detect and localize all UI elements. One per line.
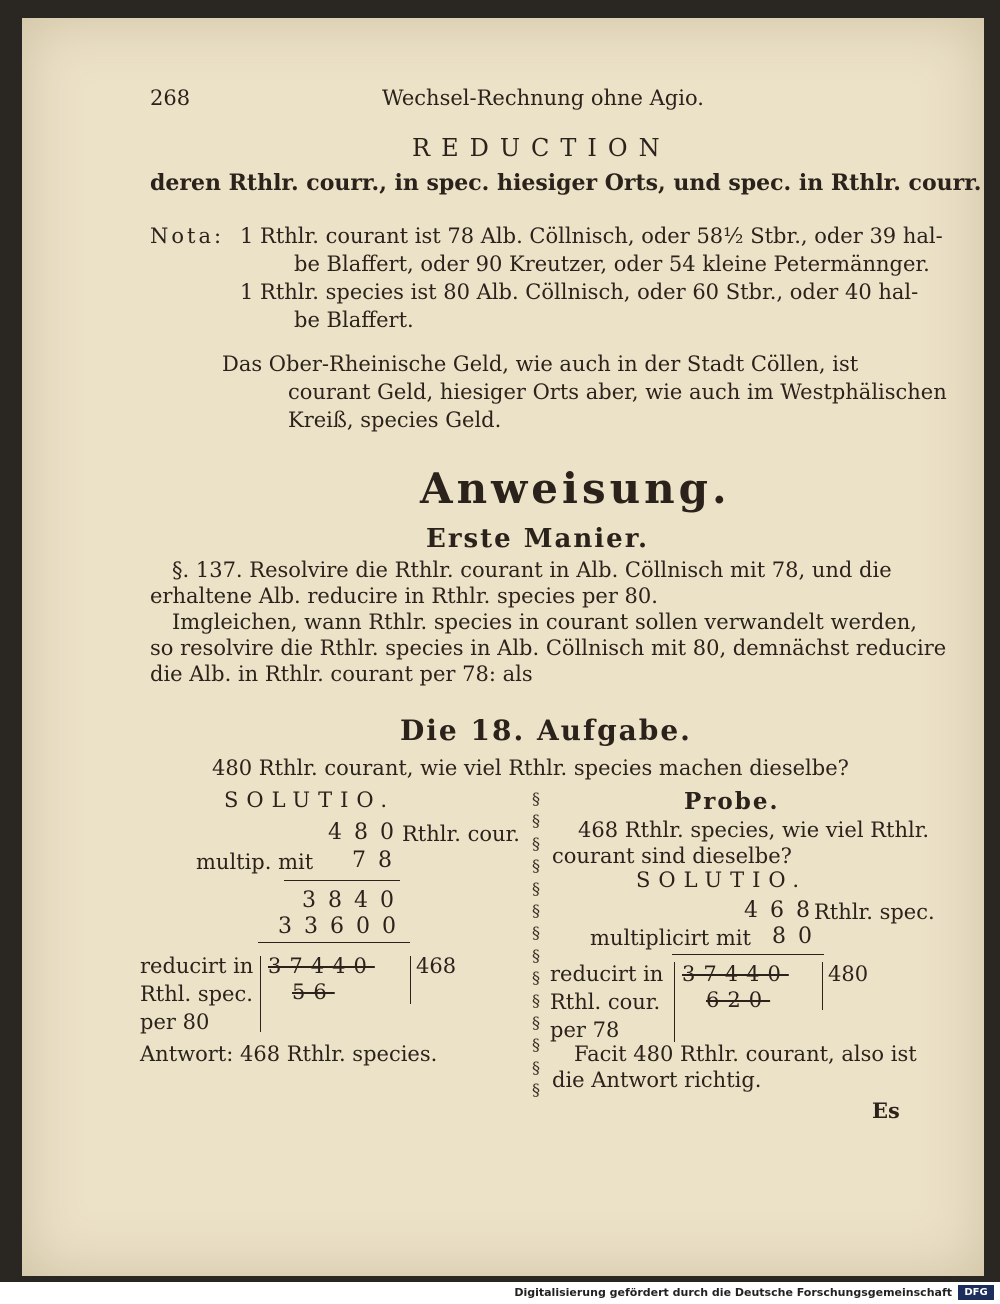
probe-remainder: 620: [706, 988, 771, 1012]
solutio-left-dividend: 37440: [268, 954, 375, 978]
solutio-left-rule-1: [284, 880, 400, 881]
anweisung-heading: Anweisung.: [420, 464, 731, 513]
aufgabe-heading: Die 18. Aufgabe.: [400, 714, 692, 747]
nota-line-4: be Blaffert.: [294, 308, 414, 332]
solutio-left-heading: SOLUTIO.: [224, 788, 396, 812]
catchword: Es: [872, 1098, 900, 1123]
solutio-left-reduce-3: per 80: [140, 1010, 210, 1034]
probe-mult-value: 80: [772, 924, 824, 949]
solutio-left-amount-unit: Rthlr. cour.: [402, 822, 520, 846]
probe-question-2: courant sind dieselbe?: [552, 844, 792, 868]
nota-label: Nota:: [150, 224, 225, 248]
probe-question-1: 468 Rthlr. species, wie viel Rthlr.: [578, 818, 930, 842]
section-line-4: so resolvire die Rthlr. species in Alb. Cöllnisch mit 80, demnächst reducire: [150, 636, 947, 660]
solutio-left-reduce-1: reducirt in: [140, 954, 254, 978]
probe-reduce-2: Rthl. cour.: [550, 990, 661, 1014]
section-line-2: erhaltene Alb. reducire in Rthlr. species per 80.: [150, 584, 658, 608]
probe-reduce-1: reducirt in: [550, 962, 664, 986]
paragraph-line-1: Das Ober-Rheinische Geld, wie auch in der Stadt Cöllen, ist: [222, 352, 859, 376]
solutio-left-mult-value: 78: [352, 848, 404, 873]
footer-bar: [0, 1282, 1000, 1304]
solutio-left-division-bar: [260, 956, 261, 1032]
column-divider-ornament: § § § § § § § § § § § § § §: [532, 789, 540, 1100]
probe-facit-2: die Antwort richtig.: [552, 1068, 762, 1092]
probe-amount: 468: [744, 898, 822, 923]
section-line-1: §. 137. Resolvire die Rthlr. courant in Alb. Cöllnisch mit 78, und die: [172, 558, 892, 582]
probe-facit-1: Facit 480 Rthlr. courant, also ist: [574, 1042, 917, 1066]
page-number: 268: [150, 86, 191, 110]
probe-quotient-bar: [822, 962, 823, 1010]
solutio-left-remainder: 56: [292, 980, 335, 1004]
paragraph-line-3: Kreiß, species Geld.: [288, 408, 502, 432]
book-page: [22, 18, 984, 1276]
solutio-left-amount: 480: [328, 820, 406, 845]
probe-dividend: 37440: [682, 962, 789, 986]
aufgabe-question: 480 Rthlr. courant, wie viel Rthlr. species machen dieselbe?: [212, 756, 849, 780]
probe-reduce-3: per 78: [550, 1018, 620, 1042]
paragraph-line-2: courant Geld, hiesiger Orts aber, wie auch im Westphälischen: [288, 380, 947, 404]
solutio-left-mult-label: multip. mit: [196, 850, 314, 874]
solutio-left-reduce-2: Rthl. spec.: [140, 982, 253, 1006]
solutio-left-partial-1: 3840: [302, 888, 406, 913]
probe-quotient: 480: [828, 962, 869, 986]
reduction-subtitle: deren Rthlr. courr., in spec. hiesiger Orts, und spec. in Rthlr. courr.: [150, 170, 982, 196]
solutio-left-partial-2: 33600: [278, 914, 408, 939]
reduction-title: REDUCTION: [412, 134, 671, 162]
probe-amount-unit: Rthlr. spec.: [814, 900, 935, 924]
solutio-left-answer: Antwort: 468 Rthlr. species.: [140, 1042, 438, 1066]
probe-mult-label: multiplicirt mit: [590, 926, 751, 950]
probe-rule: [672, 954, 824, 955]
section-line-3: Imgleichen, wann Rthlr. species in courant sollen verwandelt werden,: [172, 610, 917, 634]
footer-credit: Digitalisierung gefördert durch die Deutsche Forschungsgemeinschaft: [514, 1286, 952, 1299]
running-title: Wechsel-Rechnung ohne Agio.: [382, 86, 704, 110]
solutio-left-rule-2: [258, 942, 410, 943]
nota-line-1: 1 Rthlr. courant ist 78 Alb. Cöllnisch, oder 58½ Stbr., oder 39 hal-: [240, 224, 943, 248]
section-line-5: die Alb. in Rthlr. courant per 78: als: [150, 662, 533, 686]
dfg-logo: DFG: [958, 1285, 994, 1300]
probe-heading: Probe.: [684, 788, 780, 815]
probe-division-bar: [674, 962, 675, 1042]
erste-manier-heading: Erste Manier.: [426, 524, 650, 554]
nota-line-3: 1 Rthlr. species ist 80 Alb. Cöllnisch, oder 60 Stbr., oder 40 hal-: [240, 280, 919, 304]
solutio-left-quotient: 468: [416, 954, 457, 978]
nota-line-2: be Blaffert, oder 90 Kreutzer, oder 54 kleine Petermännger.: [294, 252, 930, 276]
solutio-left-quotient-bar: [410, 956, 411, 1004]
probe-solutio-heading: SOLUTIO.: [636, 868, 808, 892]
